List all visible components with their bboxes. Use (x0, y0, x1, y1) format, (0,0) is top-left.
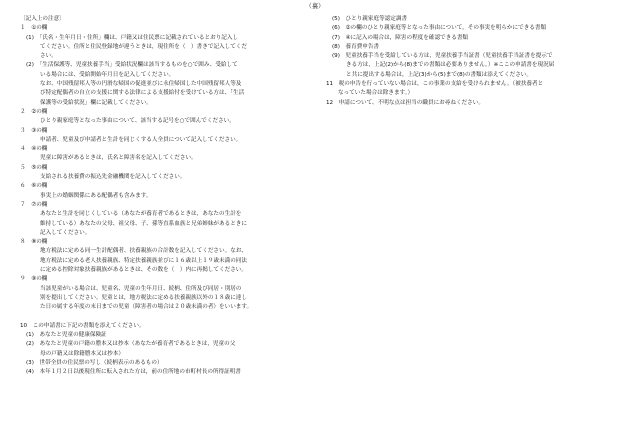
note-line: ５ ⑤の欄 (20, 164, 48, 171)
note-line: 申請者、児童及び申請者と生計を同じくする人全員について記入してください。 (40, 136, 242, 143)
note-line: び特定配偶者の自立の支援に関する法律による支援給付を受けている方は、「生活 (40, 90, 245, 97)
note-line: に定める控除対象扶養親族があるときは、その数を（ ）内に再掲してください。 (40, 267, 247, 274)
note-line: てください。住所と住民登録地が違うときは，現住所を（ ）書きで記入してくだ (40, 43, 247, 50)
note-line: (3) 世帯全員の住民票の写し（続柄表示のあるもの） (26, 359, 163, 366)
note-line: 維持している）あなたの父母、祖父母、子、孫等直系血族と兄弟姉妹があるときに (40, 220, 247, 227)
note-line: (4) 本年１月２日以後現住所に転入された方は，前の住所地の市町村長の所得証明書 (26, 369, 241, 376)
left-column-notes (20, 15, 318, 378)
note-line: 地方税法に定める老人扶養親族、特定扶養親族並びに１６歳以上１９歳未満の同法 (40, 257, 247, 264)
note-line: ひとり親家庭等となった事由について、該当する記号を○で囲んでください。 (40, 118, 235, 125)
note-line: た日の属する年度の末日までの児童（障害者の場合は２０歳未満の者）をいいます。 (40, 304, 253, 311)
note-line: 児童に障害があるときは，氏名と障害名を記入してください。 (40, 155, 197, 162)
note-line: ４ ④の欄 (20, 146, 48, 153)
note-line: 別を提出してください。児童とは，地方税法に定める扶養親族以外の１８歳に達し (40, 294, 247, 301)
note-line: (1) あなたと児童の健康保険証 (26, 332, 107, 339)
note-line: ２ ②の欄 (20, 108, 48, 115)
note-line: ７ ⑦の欄 (20, 201, 48, 208)
note-line (20, 313, 318, 322)
note-line: １ ①の欄 (20, 25, 48, 32)
note-line: ８ ⑧の欄 (20, 239, 48, 246)
page-side-label: （裏） (305, 3, 325, 10)
note-line: ９ ⑨の欄 (20, 276, 48, 283)
note-line: なお、中国残留邦人等の円滑な帰国の促進並びに永住帰国した中国残留邦人等及 (40, 81, 242, 88)
note-line: 10 この申請書に下記の書類を添えてください。 (20, 322, 145, 329)
note-line: (2) あなたと児童の戸籍の謄本又は抄本（あなたが養育者であるときは，児童の父 (26, 341, 236, 348)
note-line: 支給される扶養費の振込先金融機関を記入してください。 (40, 174, 186, 181)
note-line-right: 11 税の申告を行っていない場合は，この事業の支給を受けられません。（被扶養者と (326, 81, 544, 88)
note-line: いる場合には、受給開始年月日を記入してください。 (40, 71, 175, 78)
note-line-right: (5) ひとり親家庭等認定調書 (332, 16, 408, 22)
right-column-notes (326, 15, 616, 108)
note-line-right: きる方は，上記(2)から(8)までの書類は必要ありません。）※ここの申請書を現況届 (346, 62, 555, 69)
note-line-right: (6) ②の欄のひとり親家庭等となった事由について，その事実を明らかにできる書類 (332, 25, 547, 32)
note-line-right: (8) 養育費申告書 (332, 43, 380, 50)
note-line-right: (7) ④に記入の場合は，障害の程度を確認できる書類 (332, 34, 469, 41)
note-line: ６ ⑥の欄 (20, 183, 48, 190)
note-line: (1) 「氏名・生年月日・住所」欄は、戸籍又は住民票に記載されているとおり記入し (26, 34, 239, 41)
note-line-right: なっていた場合は除きます。） (338, 90, 414, 97)
note-line: 母の戸籍又は除籍謄本又は抄本） (40, 350, 124, 357)
note-line: ３ ③の欄 (20, 127, 48, 134)
note-line-right: (9) 児童扶養手当を受給している方は，児童扶養手当証書（児童扶養手当証書を提示で (332, 53, 553, 60)
note-line: 地方税法に定める同一生計配偶者、扶養親族の合計数を記入してください。なお、 (40, 248, 247, 255)
page-header (0, 3, 630, 11)
note-line-right: と共に提出する場合は，上記(3)から(5)まで(8)の書類は添えてください。 (346, 71, 532, 78)
note-line: 記入してください。 (40, 229, 91, 236)
note-line: 〔記入上の注意〕 (20, 16, 65, 22)
note-line: さい。 (40, 53, 57, 60)
note-line: 当該児童がいる場合は、児童名、児童の生年月日、続柄、住所及び同居・別居の (40, 285, 242, 292)
note-line: あなたと生計を同じくしている（あなたが養育者であるときは，あなたの生計を (40, 211, 242, 218)
note-line: 事実上の婚姻関係にある配偶者も含みます。 (40, 192, 152, 199)
note-line: 保護等の受給状況」欄に記載してください。 (40, 99, 152, 106)
note-line-right: 12 申請について、不明な点は担当の職員にお尋ねください。 (326, 99, 484, 106)
note-line: (2) 「生活保護等、児童扶養手当」受給状況欄は該当するものを○で囲み、受給して (26, 62, 238, 69)
